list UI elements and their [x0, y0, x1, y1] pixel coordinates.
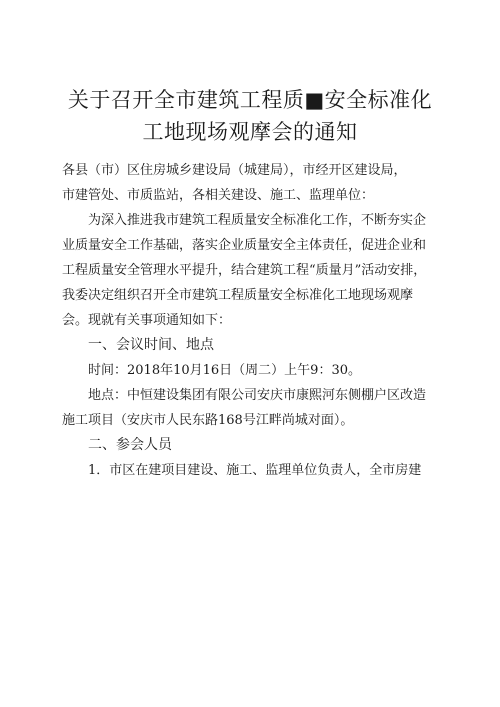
- intro-line-4: 我委决定组织召开全市建筑工程质量安全标准化工地现场观摩: [62, 288, 414, 303]
- intro-line-1: 为深入推进我市建筑工程质量安全标准化工作，不断夯实企: [88, 213, 427, 228]
- addressees-line-1: 各县（市）区住房城乡建设局（城建局），市经开区建设局，: [62, 163, 407, 178]
- addressees-line-2: 市建管处、市质监站，各相关建设、施工、监理单位：: [62, 188, 375, 203]
- attendees-item-1: 1．市区在建项目建设、施工、监理单位负责人，全市房建: [88, 463, 422, 478]
- intro-line-2: 业质量安全工作基础，落实企业质量安全主体责任，促进企业和: [62, 238, 427, 253]
- meeting-time: 时间：2018年10月16日（周二）上午9：30。: [88, 363, 361, 378]
- notice-body: [62, 158, 442, 483]
- intro-line-5: 会。现就有关事项通知如下：: [62, 313, 232, 328]
- section-2-heading: 二、参会人员: [88, 437, 172, 453]
- notice-title-line-2: 工地现场观摩会的通知: [142, 120, 358, 144]
- meeting-place-line-2: 施工项目（安庆市人民东路168号江畔尚城对面）。: [62, 413, 354, 428]
- notice-title-line-1: 关于召开全市建筑工程质■安全标准化: [67, 88, 433, 112]
- intro-line-3: 工程质量安全管理水平提升，结合建筑工程“质量月”活动安排，: [62, 263, 427, 278]
- section-1-heading: 一、会议时间、地点: [88, 337, 214, 353]
- meeting-place-line-1: 地点：中恒建设集团有限公司安庆市康熙河东侧棚户区改造: [88, 388, 427, 403]
